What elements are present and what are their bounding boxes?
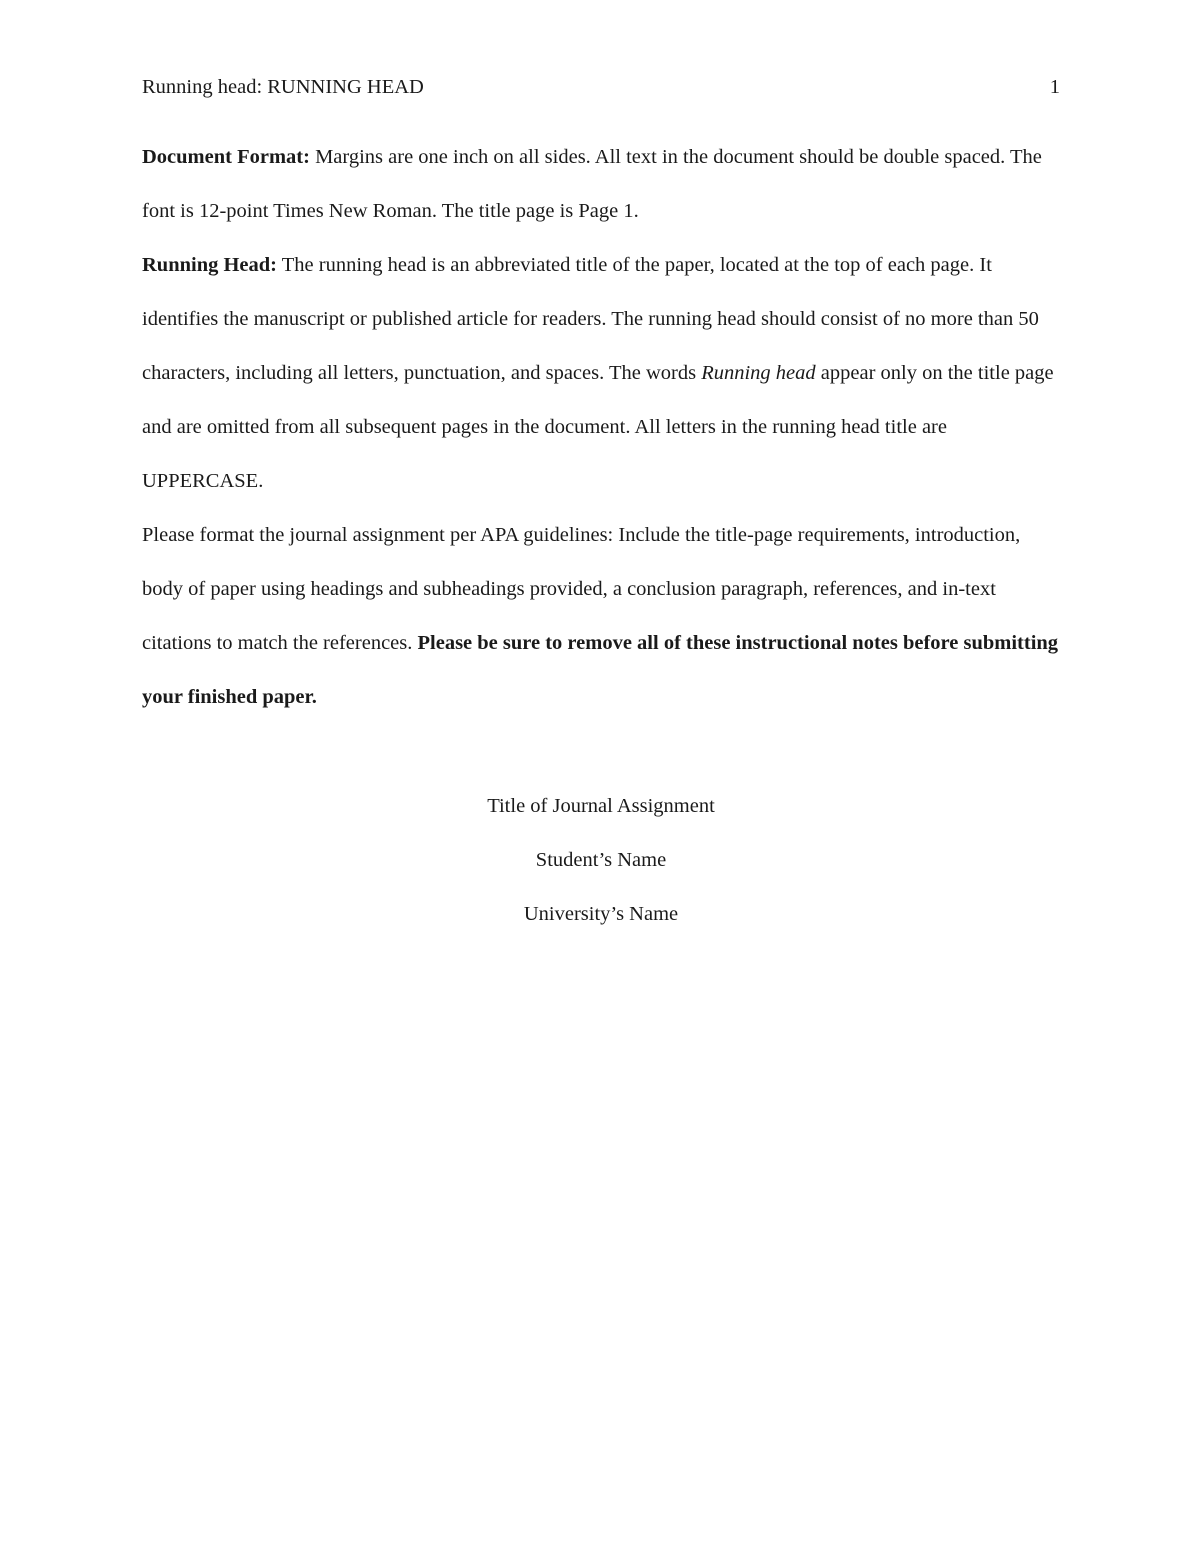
document-format-paragraph [142, 130, 1060, 238]
running-head-text-2: appear only on the title page and are omitted from all subsequent pages in the document. All letters in the running head title are UPPERCASE. [142, 362, 1054, 492]
document-format-label: Document Format: [142, 146, 310, 168]
running-head-text-1: The running head is an abbreviated title of the paper, located at the top of each page. It identifies the manuscript or published article for readers. The running head should consist of no more than 50 characters, including all letters, punctuation, and spaces. The words [142, 254, 1039, 384]
apa-guidelines-bold: Please be sure to remove all of these instructional notes before submitting your finished paper. [142, 632, 1059, 708]
paper-title: Title of Journal Assignment [487, 795, 715, 817]
page-number: 1 [1049, 76, 1060, 98]
instructional-notes [142, 130, 1060, 724]
university-name: University’s Name [523, 903, 679, 925]
running-head-label: Running Head: [142, 254, 278, 276]
apa-guidelines-paragraph [142, 508, 1060, 724]
running-head-italic: Running head [701, 362, 816, 384]
apa-guidelines-text: Please format the journal assignment per APA guidelines: Include the title-page requirements, introduction, body of paper using headings and subheadings provided, a conclusion paragraph, references, and in-text citations to match the references. [142, 524, 1021, 654]
document-format-text: Margins are one inch on all sides. All text in the document should be double spaced. The font is 12-point Times New Roman. The title page is Page 1. [142, 146, 1042, 222]
page-header [142, 72, 1060, 102]
student-name: Student’s Name [535, 849, 667, 871]
running-head-paragraph [142, 238, 1060, 508]
title-block [142, 779, 1060, 941]
running-head: Running head: RUNNING HEAD [142, 76, 424, 98]
